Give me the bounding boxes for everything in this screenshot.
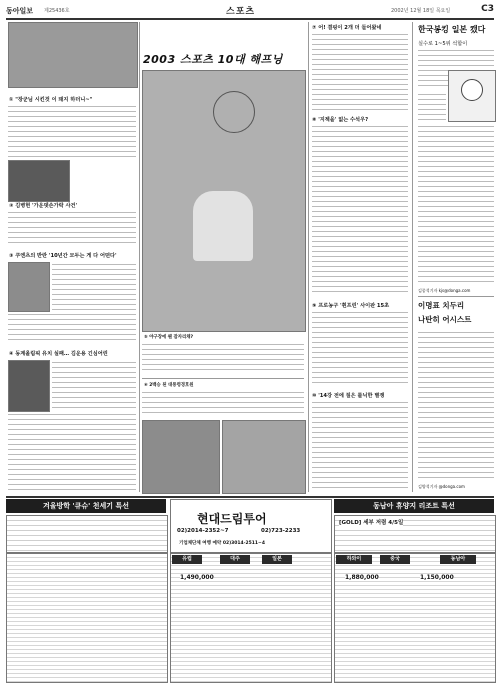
photo-baseball-player <box>222 420 306 494</box>
left-text-4 <box>52 360 136 410</box>
ad-tagline: 기업체단체 여행 예약 02)3014-2511~4 <box>179 541 265 546</box>
ad-price: 1,880,000 <box>345 574 379 581</box>
left-text-3 <box>52 262 136 310</box>
right-author-2: 김양석기자 @donga.com <box>418 484 465 489</box>
ad-box-title: 동남아 <box>440 555 476 564</box>
ad-phone-1: 02)2014-2352~7 <box>177 528 229 534</box>
center-text-6 <box>142 390 304 416</box>
column-divider <box>139 22 140 492</box>
ad-right-promo: [GOLD] 세부 저렴 4/5일 <box>339 520 404 526</box>
column-divider-2 <box>308 22 309 492</box>
caption-guard: ⑥ 2백승 된 대통령경호원 <box>144 383 194 388</box>
left-headline-2: ② 김병현 '가운뎃손가락 사건' <box>9 203 78 209</box>
photo-kim-byung-hyun <box>8 160 70 202</box>
center-headline-8: ⑧ '지젝을' 없는 수석우? <box>312 117 369 123</box>
left-headline-4: ④ 동계올림픽 유치 실패… 김운용 긴심어린 <box>9 351 108 357</box>
center-headline-10: ⑩ '14강 전에 질은 를닉한 별쟁 <box>312 393 385 399</box>
ad-right-detail <box>334 515 496 553</box>
right-headline-3: 나탄히 어시스트 <box>418 315 472 324</box>
ad-grid-left <box>6 553 168 683</box>
ad-box-title: 일본 <box>262 555 292 564</box>
left-text-2 <box>8 210 136 246</box>
photo-main-net-catch <box>142 70 306 332</box>
right-headline: 한국봉킹 일본 캤다 <box>418 25 486 34</box>
ad-center-hyundai <box>170 499 332 553</box>
center-text-10 <box>312 400 408 492</box>
ad-left-detail <box>6 515 168 553</box>
photo-coach <box>8 262 50 312</box>
ad-separator <box>6 496 494 498</box>
ad-box-title: 중국 <box>380 555 410 564</box>
ad-box-title: 유럽 <box>172 555 202 564</box>
ad-price: 1,150,000 <box>420 574 454 581</box>
cartoon-figure <box>461 79 483 101</box>
ad-banner-kyushu: 겨울방학 '큐슈' 천세기 특선 <box>6 499 166 513</box>
banner-title: 2003 스포츠 10대 해프닝 <box>143 53 283 66</box>
left-text-1 <box>8 104 136 158</box>
ad-brand: 현대드림투어 <box>197 512 267 526</box>
center-headline-7: ⑦ 어! 결핑이 2개 더 들어왔네 <box>312 25 382 31</box>
right-text-4 <box>418 330 494 482</box>
right-text-2 <box>418 92 446 122</box>
right-headline-2: 이명표 치두리 <box>418 301 465 310</box>
ad-box-title: 하와이 <box>336 555 372 564</box>
photo-figure-net <box>213 91 255 133</box>
photo-kim-un-yong <box>8 360 50 412</box>
right-divider <box>418 296 494 297</box>
section-title: 스포츠 <box>226 7 256 17</box>
ad-grid-center <box>170 553 332 683</box>
right-author: 김종석기자 kjs@donga.com <box>418 288 471 293</box>
left-text-3b <box>8 312 136 342</box>
issue-number: 제25436호 <box>44 8 70 14</box>
caption-dragonfly-net: ⑤ 야구장에 웬 잠자리채? <box>144 335 194 340</box>
photo-fans-stadium <box>8 22 138 88</box>
center-headline-9: ⑨ 프로농구 '흰프린' 사이판 15초 <box>312 303 390 309</box>
column-divider-3 <box>412 22 413 492</box>
center-divider <box>142 378 304 379</box>
masthead <box>6 4 494 20</box>
cartoon-illustration <box>448 70 496 122</box>
left-text-4b <box>8 412 136 492</box>
photo-figure-boy <box>193 191 253 261</box>
left-headline-1: ① "장군님 시킨것 이 돼지 하더니~" <box>9 97 93 103</box>
center-text-7 <box>312 32 408 110</box>
photo-guard <box>142 420 220 494</box>
ad-box-title: 대주 <box>220 555 250 564</box>
page-number: C3 <box>481 4 494 14</box>
center-text-8 <box>312 124 408 294</box>
ad-price: 1,490,000 <box>180 574 214 581</box>
right-subhead: 실수로 1~5위 석합이 <box>418 41 468 47</box>
center-text-9 <box>312 310 408 384</box>
left-headline-3: ③ 쿠엔츠의 반란 '10년간 모두는 게 다 어떤다' <box>9 253 117 259</box>
ad-grid-right <box>334 553 496 683</box>
paper-name: 동아일보 <box>6 7 34 15</box>
ad-phone-2: 02)723-2233 <box>261 528 301 534</box>
issue-date: 2002년 12월 18일 목요일 <box>391 8 451 14</box>
right-text-3 <box>418 124 494 284</box>
center-text-5 <box>142 342 304 374</box>
ad-banner-southeast-asia: 동남아 휴양지 리조트 특선 <box>334 499 494 513</box>
